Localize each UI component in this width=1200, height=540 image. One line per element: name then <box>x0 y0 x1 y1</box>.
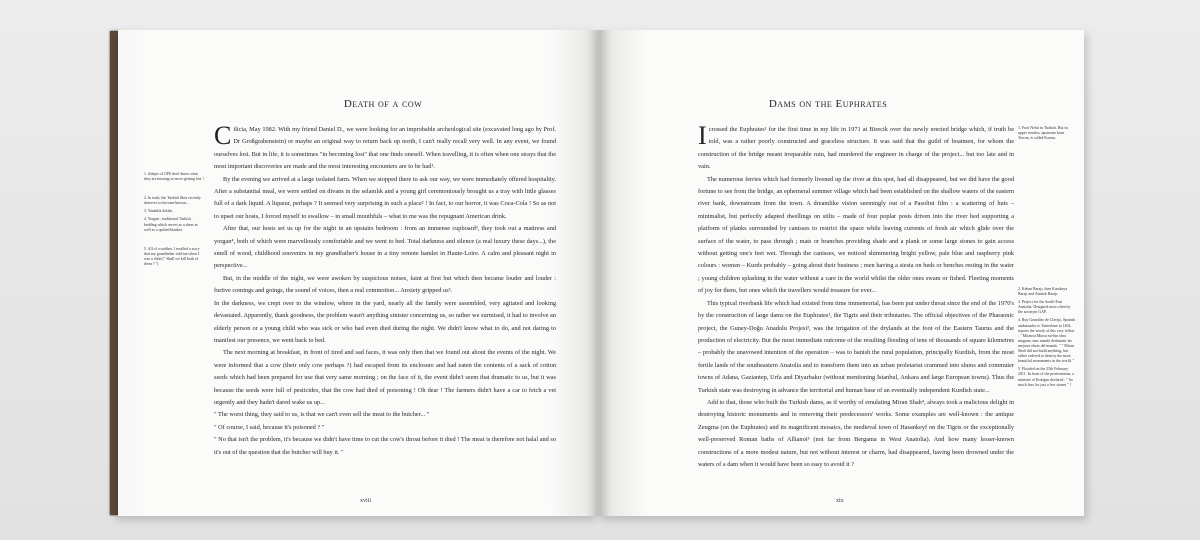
paragraph-1: Icrossed the Euphrates¹ for the first time in my life in 1971 at Birecik over the newly erected bridge which, if truth be told, was a rather poorly constructed and graceless structure. It was said that the guild of boatmen, for whom the construction of the bridge meant irreparable ruin, had murdered the engineer in charge of the project... but too late and in vain. <box>698 121 1014 171</box>
footnote-3: 3. Project for the South-East Anatolia. Designed most often by the acronym GAP. <box>1018 300 1071 315</box>
paragraph-1: Cilicia, May 1982. With my friend Daniel D., we were looking for an improbable archeological site (excavated long ago by Prof. Dr Großgrabenstein) or maybe an original way to return back up north, I can't really recall very well. In any event, we found ourselves lost. But in life, it is sometimes "in becoming lost" that one finds oneself. When travelling, it is often when one strays that the most important discoveries are made and the most interesting encounters are to be had¹. <box>214 121 556 171</box>
dialogue-3: " No that isn't the problem, it's because we didn't have time to cut the cow's throat before it died ! The meat is therefore not halal and so it's out of the question that the butcher will buy it. " <box>214 436 556 456</box>
left-page-title: Death of a cow <box>343 98 423 110</box>
dialogue-1: " The worst thing, they said to us, is that we can't even sell the meat to the butcher... " <box>214 411 430 419</box>
footnote-1: 1. Fırat Nehri in Turkish. But its upper reaches, upstream from Tercan, is called Karasu. <box>1018 126 1069 141</box>
drop-cap: I <box>698 121 707 150</box>
left-page <box>118 30 598 516</box>
footnote-5: 5. Flooded on the 25th February 2011. In front of the protestations, a minister of Erdoğan declared : " So much fuss for just a few stones " ! <box>1018 367 1074 387</box>
paragraph-3: After that, our hosts set us up for the night in an upstairs bedroom : from an immense cupboard³, they took out a mattress and yorgan⁴, both of which were marvellously comfortable and we went to bed. Total darkness and silence (a real luxury these days...), the smell of wood, childhood souvenirs in my grandfather's house in a tiny remote hamlet in Haute-Loire. A calm and pleasant night in perspective... <box>214 225 556 270</box>
right-page-title: Dams on the Euphrates <box>768 98 888 110</box>
paragraph-2: The numerous ferries which had formerly livened up the river at this spot, had all disappeared, but we did have the good fortune to see from the bridge, an ephemeral summer village which had been established on the shallow waters of the eastern river bank, downstream from the town. A dreamlike vision seemingly out of a Pasolini film : a scattering of huts – minimalist, but perfectly adapted dwellings on stilts – made of four poplar posts driven into the river bed supporting a platform of planks surrounded by canisses to restrict the space while leaving currents of fresh air which glide over the surface of the water, to pass through ; mats or branches providing shade and a plank or some large stones to gain access without getting one's feet wet. Through the canisses, we noticed shimmering bright yellow, pale blue and raspberry pink colours : women – Kurds probably – going about their business ; men having a siesta on beds or benches resting in the water ; young children splashing in the water without a care in the world whilst the older ones swam or fished. Fleeting moments of joy for them, but ones which the travellers would treasure for ever... <box>698 175 1014 295</box>
drop-cap: C <box>214 121 232 150</box>
footnote-2: 2. Keban Barajı, then Karakaya Barajı and Atatürk Barajı. <box>1018 287 1068 297</box>
footnote-1: 1. Adepts of GPS don't know what they are missing in never getting lost ! <box>144 172 204 182</box>
footnote-4: 4. Yorgan : traditional Turkish bedding which serves as a sheet as well as a quilted blanket. <box>144 217 198 232</box>
right-page-number: xix <box>836 498 844 504</box>
footnote-2: 2. In truth, the Turkish likör recently deserves to become known... <box>144 196 201 206</box>
left-page-notes <box>144 172 204 270</box>
right-page-notes-bottom <box>1018 287 1076 391</box>
dialogue-2: " Of course, I said, because it's poisoned ? " <box>214 423 325 431</box>
right-page-notes-top <box>1018 126 1076 144</box>
right-page-body <box>698 121 1014 471</box>
paragraph-6: The next morning at breakfast, in front of tired and sad faces, it was only then that we found out about the events of the night. We were informed that a cow (their only cow perhaps ?) had escaped from its enclosure and had eaten the contents of a sack of cotton seeds which had been prepared for use that very same morning ; on the face of it, the event didn't seem that dramatic to us, but it was because the seeds were full of pesticides, that the cow had died of poisoning ! Oh dear ! The farmers didn't have a car to fetch a vet urgently and they hadn't dared wake us up... <box>214 349 556 406</box>
footnote-4: 4. Ruy González de Clavijo, Spanish ambassador to Tamerlane in 1404, reports the words of this very fellow : " Miranxa Miaxa mi-hin obra ninguna, mas mandó desbaratir las mejores obras del mundo. " " Miran Shah did not build anything, but rather ordered to destroy the most beautiful monuments in the world. " <box>1018 318 1076 364</box>
paragraph-2: By the evening we arrived at a large isolated farm. When we stopped there to ask our way, we were immediately offered hospitality. After a substantial meal, we were settled on divans in the selamlık and a young girl ceremoniously brought us a tray with little glasses full of a dark liquid. A liqueur, perhaps ? It seemed very surprising in such a place² ! In fact, to our horror, it was Coca-Cola ! So as not to upset our hosts, I forced myself to swallow – in small mouthfuls – what to me was the repugnant American drink. <box>214 175 556 220</box>
paragraph-4: But, in the middle of the night, we were awoken by suspicious noises, faint at first but which then became louder and louder : furtive comings and goings, the sound of voices, then a real commotion... Anxiety gripped us⁵. <box>214 274 556 295</box>
paragraph-5: In the darkness, we crept over to the window, where in the yard, nearly all the family were assembled, very agitated and looking devastated. Apparently, thank goodness, the problem wasn't anything sinister concerning us, so rather we surmised, it had to involve an elderly person or a young child who was sick or who had even died during the night. We didn't know what to do, and not daring to manifest our presence, we went back to bed. <box>214 299 556 344</box>
left-page-body <box>214 121 556 459</box>
left-page-number: xviii <box>360 498 372 504</box>
footnote-5: 5. All of a sudden, I recalled a story that my grandfather told me when I was a child (" Shall we kill both of them ? ") <box>144 246 200 267</box>
footnote-3: 3. Yazaklık dolabı. <box>144 209 174 214</box>
right-page <box>598 30 1084 516</box>
paragraph-4: Add to that, those who built the Turkish dams, as if worthy of emulating Miran Shah⁴, always took a malicious delight in destroying historic monuments and in removing their predecessors' works. Some examples are well-known : the antique Zeugma (on the Euphrates) and its magnificent mosaics, the medieval town of Hasankeyf on the Tigris or the exceptionally well-preserved Roman baths of Allianoi⁵ (not far from Bergama in West Anatolia). And how many lesser-known constructions of a more modest nature, but not without interest or charm, had disappeared, having been drowned under the waters of a dam when it would have been so easy to avoid it ? <box>698 398 1014 468</box>
paragraph-3: This typical riverbank life which had existed from time immemorial, has been put under threat since the end of the 1970's by the construction of large dams on the Euphrates², the Tigris and their tributaries. The official objectives of the Pharaonic project, the Guney-Doğu Anadolu Projesi³, was the irrigation of the drylands at the foot of the Eastern Taurus and the production of electricity. But the most immediate outcome of the resulting flooding of tens of thousands of square kilometres – probably the unavowed intention of the operation – was to banish the rural population, principally Kurdish, from the most fertile lands of the southeastern Anatolia and to transform them into an urban proletariat crammed into slums and commuter towns of Adana, Gaziantep, Urfa and Diyarbakır (without mentioning İstanbul, Ankara and large European towns). Thus the Turkish state was destroying in advance the territorial and human base of an eventually independent Kurdish state... <box>698 299 1014 394</box>
